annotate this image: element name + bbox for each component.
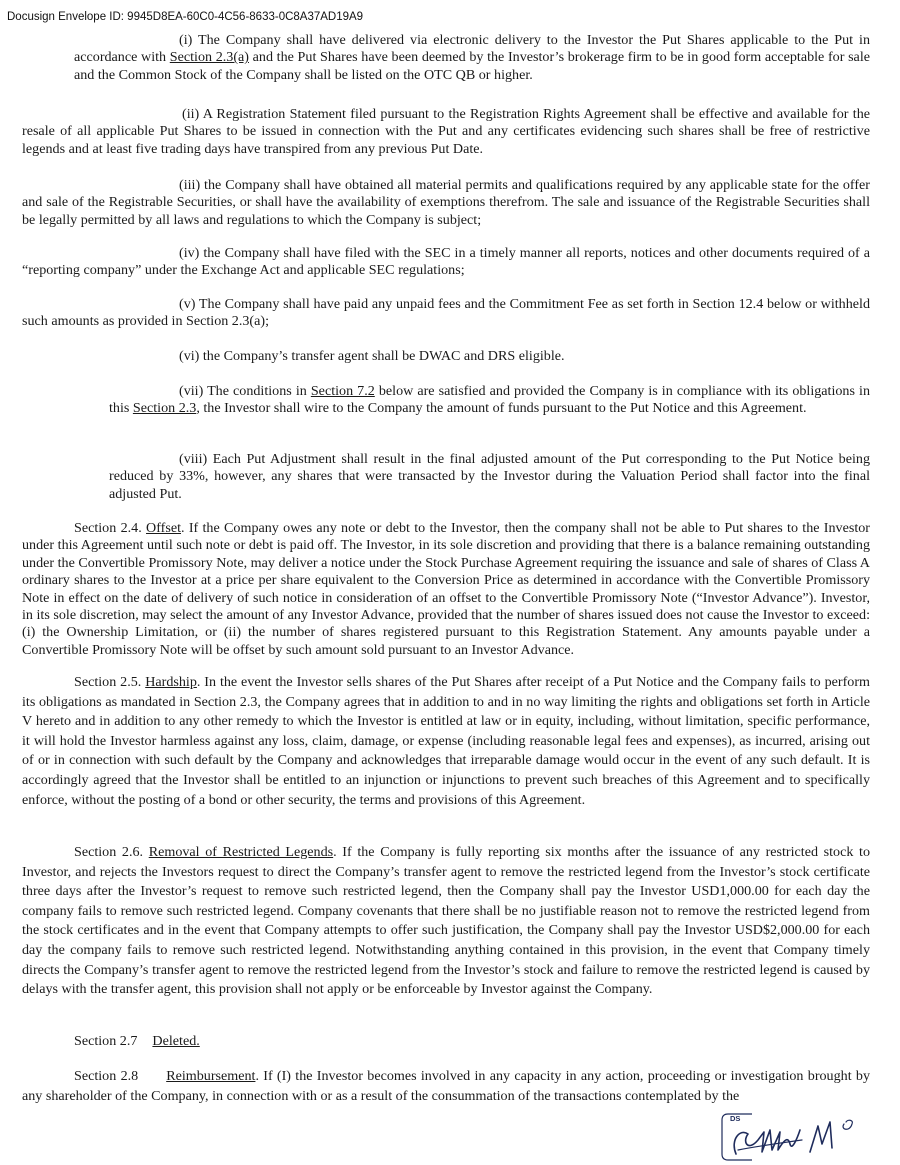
section-body: . In the event the Investor sells shares of the Put Shares after receipt of a Put Notice and the Company fails to perform its obligations as mandated in Section 2.3, the Company agrees that in addition to and in no way limiting the rights and obligations set forth in Article V hereto and in addition to any other remedy to which the Investor is entitled at law or in equity, including, without limitation, specific performance, it will hold the Investor harmless against any loss, claim, damage, or expense (including reasonable legal fees and expenses), as incurred, arising out of or in connection with such default by the Company and acknowledges that irreparable damage would occur in the event of any such default. It is accordingly agreed that the Investor shall be entitled to an injunction or injunctions to prevent such breaches of this Agreement and to specifically enforce, without the posting of a bond or other security, the terms and provisions of this Agreement. — [22, 674, 871, 808]
condition-i-text-b: and the Put Shares have been deemed by the Investor’s brokerage firm to be in good form acceptable for sale and the Common Stock of the Company shall be listed on the OTC QB or higher. — [74, 49, 870, 83]
docusign-initials-signature — [718, 1110, 878, 1162]
condition-i — [74, 32, 870, 84]
condition-iii: (iii) the Company shall have obtained all material permits and qualifications required by any applicable state for the offer and sale of the Registrable Securities, or shall have the availability of exemptions therefrom. The sale and issuance of the Registrable Securities shall be legally permitted by all laws and regulations to which the Company is subject; — [22, 177, 870, 228]
section-body: . If (I) the Investor becomes involved in any capacity in any action, proceeding or investigation brought by any shareholder of the Company, in connection with or as a result of the consummation of the transactions contemplated by the — [22, 1068, 870, 1104]
section-2-7-deleted — [74, 1033, 870, 1050]
condition-iv: (iv) the Company shall have filed with the SEC in a timely manner all reports, notices and other documents required of a “reporting company” under the Exchange Act and applicable SEC regulations; — [22, 245, 870, 279]
section-2-6-removal-of-restricted-legends — [22, 843, 870, 1000]
signature-stroke-3 — [810, 1122, 832, 1152]
section-2-8-reimbursement — [22, 1067, 870, 1106]
condition-vii-text-c: , the Investor shall wire to the Company the amount of funds pursuant to the Put Notice and this Agreement. — [196, 400, 807, 417]
section-2-4-offset — [22, 520, 870, 659]
section-heading: Hardship — [145, 674, 197, 690]
condition-i-text-a: (i) The Company shall have delivered via electronic delivery to the Investor the Put Shares applicable to the Put in accordance with — [74, 32, 870, 66]
ds-tag: DS — [730, 1114, 741, 1123]
section-heading: Reimbursement — [166, 1068, 256, 1084]
section-number: Section 2.4. — [74, 520, 147, 536]
signature-stroke-4 — [843, 1120, 852, 1129]
section-body: . If the Company owes any note or debt to the Investor, then the company shall not be able to Put shares to the Investor under this Agreement until such note or debt is paid off. The Investor, in its sole discretion and providing that there is a balance remaining outstanding under the Convertible Promissory Note, may deliver a notice under the Stock Purchase Agreement requiring the issuance and sale of shares of Class A ordinary shares to the Investor at a price per share equivalent to the Conversion Price as determined in accordance with the Convertible Promissory Note in effect on the date of delivery of such notice in consideration of an offset to the Convertible Promissory Note (“Investor Advance”). Investor, in its sole discretion, may select the amount of any Investor Advance, provided that the number of shares issued does not cause the Investor to exceed: (i) the Ownership Limitation, or (ii) the number of shares registered pursuant to this Registration Statement. Any amounts payable under a Convertible Promissory Note will be offset by such amount sold pursuant to an Investor Advance. — [22, 520, 870, 658]
section-2-3-reference: Section 2.3 — [132, 400, 197, 417]
condition-v: (v) The Company shall have paid any unpaid fees and the Commitment Fee as set forth in Section 12.4 below or withheld such amounts as provided in Section 2.3(a); — [22, 296, 870, 330]
section-number: Section 2.8 — [74, 1068, 139, 1084]
section-number: Section 2.5. — [74, 674, 146, 690]
condition-vii — [109, 383, 870, 418]
section-heading: Offset — [146, 520, 181, 536]
section-2-5-hardship — [22, 673, 870, 810]
condition-vii-text-a: (vii) The conditions in — [179, 383, 311, 399]
section-number: Section 2.7 — [74, 1033, 138, 1049]
section-7-2-reference: Section 7.2 — [310, 383, 375, 399]
section-heading: Removal of Restricted Legends — [148, 844, 334, 860]
section-body: . If the Company is fully reporting six months after the issuance of any restricted stock to Investor, and rejects the Investors request to direct the Company’s transfer agent to remove the restricted legend from the Investor’s stock certificate three days after the Investor’s request to remove such restricted legend, then the Company shall pay the Investor USD1,000.00 for each day the company fails to remove such restricted legend. Company covenants that there shall be no justifiable reason not to remove the restricted legend from the stock certificates and in the event that Company attempts to offer such justification, the Company shall pay the Investor USD$2,000.00 for each day the company fails to remove such restricted legend. Notwithstanding anything contained in this provision, in the event that Company timely directs the Company’s transfer agent to remove the restricted legend from the Investor’s stock and failure to remove the restricted legend is caused by delays with the transfer agent, this provision shall not apply or be enforceable by Investor against the Company. — [22, 844, 870, 998]
condition-viii: (viii) Each Put Adjustment shall result in the final adjusted amount of the Put corresponding to the Put Notice being reduced by 33%, however, any shares that were transacted by the Investor during the Valuation Period shall factor into the final adjusted Put. — [109, 451, 870, 502]
section-2-3-a-reference: Section 2.3(a) — [169, 49, 249, 66]
section-heading: Deleted. — [152, 1033, 200, 1049]
condition-ii: (ii) A Registration Statement filed pursuant to the Registration Rights Agreement shall be effective and available for the resale of all applicable Put Shares to be issued in connection with the Put and any certificates evidencing such shares shall be free of restrictive legends and at least five trading days have transpired from any previous Put Date. — [22, 106, 870, 157]
docusign-envelope-id: Docusign Envelope ID: 9945D8EA-60C0-4C56-8633-0C8A37AD19A9 — [7, 11, 364, 23]
section-number: Section 2.6. — [74, 844, 149, 860]
condition-vi: (vi) the Company’s transfer agent shall be DWAC and DRS eligible. — [179, 348, 565, 364]
condition-vii-text-b: below are satisfied and provided the Company is in compliance with its obligations in this — [109, 383, 870, 417]
